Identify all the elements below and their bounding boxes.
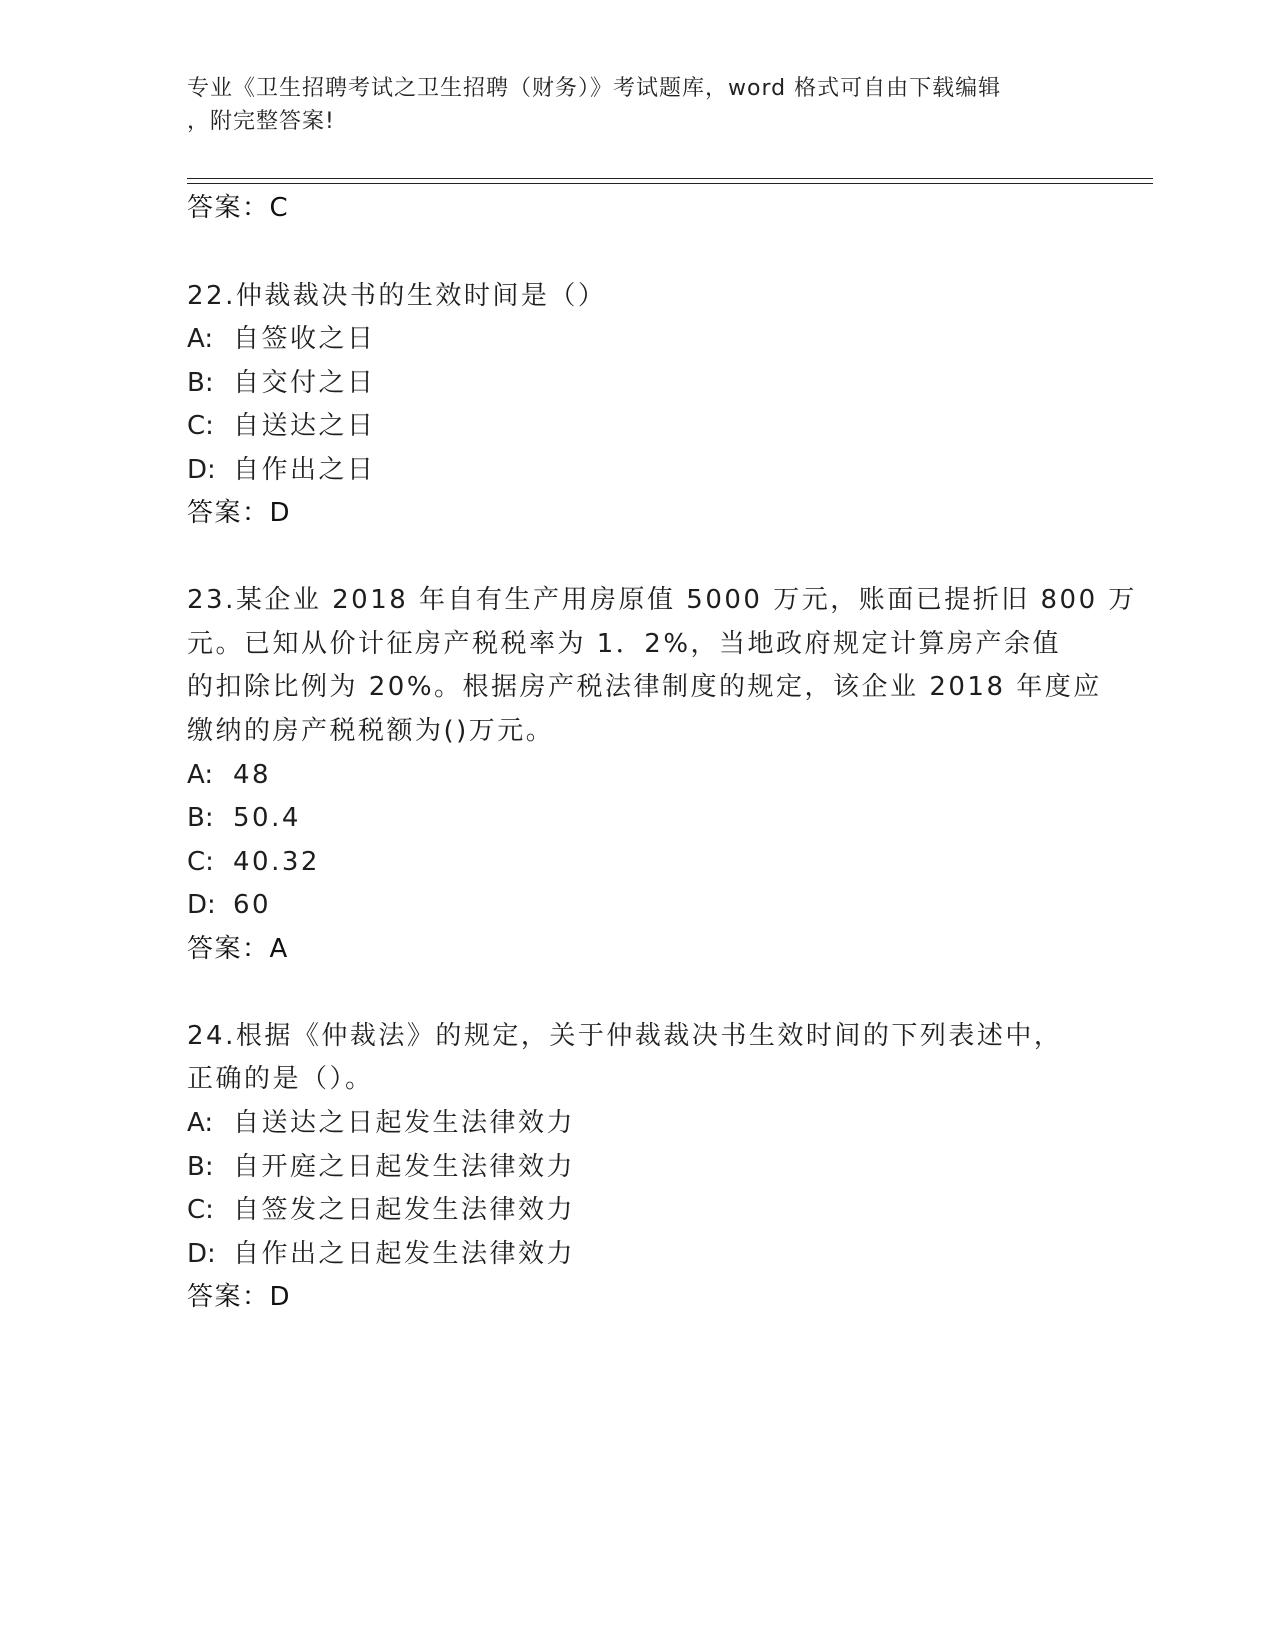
- header-title-line-1: 专业《卫生招聘考试之卫生招聘（财务）》考试题库，word 格式可自由下载编辑: [187, 76, 1002, 101]
- question-23-answer: 答案：A: [187, 934, 289, 964]
- option-label: B:: [187, 368, 214, 398]
- question-22-option-c: [187, 409, 376, 443]
- question-22-answer: 答案：D: [187, 498, 292, 528]
- header-divider-bottom: [187, 183, 1153, 184]
- header-divider-top: [187, 178, 1153, 179]
- option-label: A:: [187, 760, 214, 790]
- question-24-stem-line-1: 24.根据《仲裁法》的规定，关于仲裁裁决书生效时间的下列表述中，: [187, 1021, 1063, 1051]
- option-label: C:: [187, 847, 214, 877]
- option-label: D:: [187, 890, 216, 920]
- question-24-option-b: [187, 1150, 575, 1184]
- option-label: D:: [187, 1239, 216, 1269]
- question-23-option-c: [187, 845, 320, 879]
- question-24-option-c: [187, 1193, 575, 1227]
- option-text: 40.32: [233, 847, 320, 877]
- question-23-stem-line-1: 23.某企业 2018 年自有生产用房原值 5000 万元，账面已提折旧 800 万: [187, 585, 1137, 615]
- option-label: A:: [187, 324, 214, 354]
- option-text: 自交付之日: [233, 368, 376, 398]
- option-label: A:: [187, 1108, 214, 1138]
- option-label: D:: [187, 455, 216, 485]
- question-22-option-a: [187, 322, 376, 356]
- question-24-option-d: [187, 1237, 575, 1271]
- option-text: 自开庭之日起发生法律效力: [233, 1152, 576, 1182]
- question-24-stem-line-2: 正确的是（）。: [187, 1064, 374, 1094]
- previous-answer: 答案：C: [187, 193, 290, 223]
- option-text: 自作出之日起发生法律效力: [233, 1239, 576, 1269]
- option-text: 50.4: [233, 803, 301, 833]
- option-label: B:: [187, 803, 214, 833]
- question-22-stem-line: 22.仲裁裁决书的生效时间是（）: [187, 281, 607, 311]
- question-22-option-d: [187, 453, 376, 487]
- option-text: 自送达之日起发生法律效力: [233, 1108, 576, 1138]
- option-text: 自签收之日: [233, 324, 376, 354]
- option-text: 48: [233, 760, 272, 790]
- page-header: [187, 72, 1067, 138]
- question-23-stem-line-4: 缴纳的房产税税额为()万元。: [187, 716, 555, 746]
- option-label: C:: [187, 411, 214, 441]
- option-text: 60: [233, 890, 272, 920]
- option-text: 自送达之日: [233, 411, 376, 441]
- option-label: C:: [187, 1195, 214, 1225]
- question-23-stem-line-3: 的扣除比例为 20%。根据房产税法律制度的规定，该企业 2018 年度应: [187, 672, 1102, 702]
- question-23-option-b: [187, 801, 301, 835]
- option-label: B:: [187, 1152, 214, 1182]
- question-24-option-a: [187, 1106, 575, 1140]
- option-text: 自作出之日: [233, 455, 376, 485]
- question-23-option-d: [187, 888, 271, 922]
- question-23-option-a: [187, 758, 271, 792]
- option-text: 自签发之日起发生法律效力: [233, 1195, 576, 1225]
- question-23-stem-line-2: 元。已知从价计征房产税税率为 1．2%，当地政府规定计算房产余值: [187, 629, 1062, 659]
- header-title-line-2: ，附完整答案!: [187, 109, 335, 134]
- question-24-answer: 答案：D: [187, 1282, 292, 1312]
- question-22-option-b: [187, 366, 376, 400]
